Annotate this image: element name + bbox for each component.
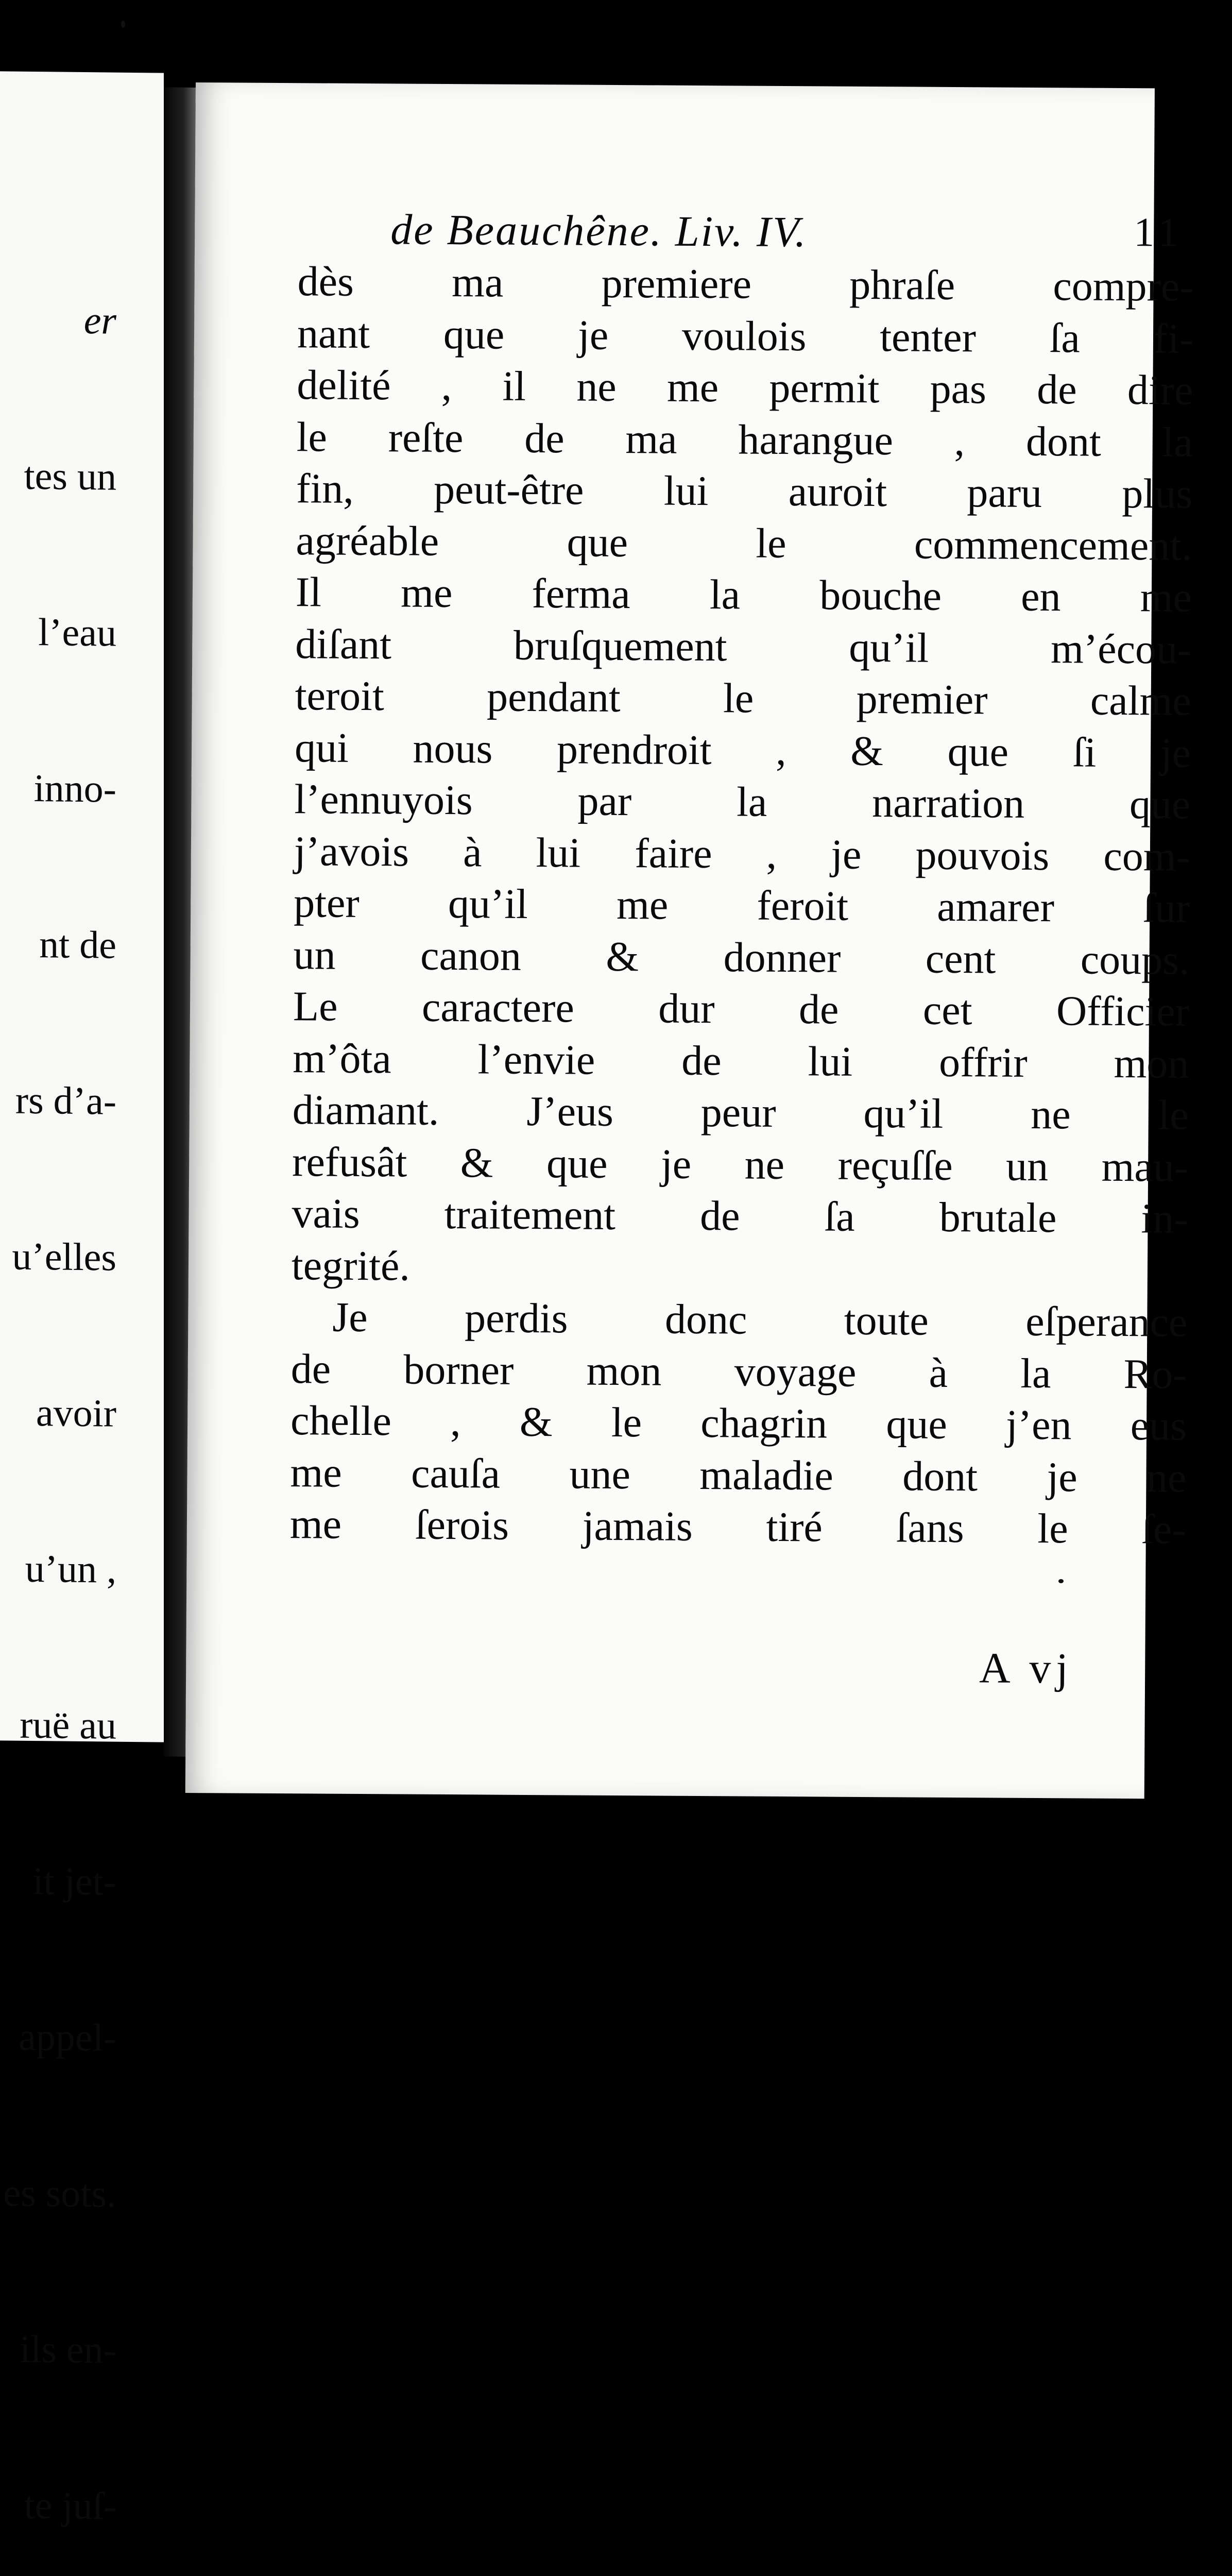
left-line: it jet-	[32, 1859, 116, 1904]
left-line: inno-	[33, 767, 116, 811]
text-line: qui nous prendroit , & que ſi je	[294, 723, 1191, 776]
left-line: ruë au	[20, 1703, 116, 1748]
text-line: teroit pendant le premier calme	[295, 672, 1191, 724]
text-line: diamant. J’eus peur qu’il ne le	[292, 1086, 1189, 1139]
left-line: u’un ,	[25, 1547, 116, 1591]
right-main-page	[185, 82, 1194, 1799]
text-line: le reſte de ma harangue , dont la	[296, 413, 1193, 466]
text-line: vais traitement de ſa brutale in-	[292, 1190, 1188, 1242]
left-line: te juſ-	[24, 2483, 116, 2528]
text-line: delité , il ne me permit pas de dire	[297, 361, 1193, 414]
left-line: rs d’a-	[15, 1078, 116, 1123]
page-number: 11	[1133, 210, 1184, 256]
left-facing-page	[0, 71, 164, 2528]
text-line: Il me ferma la bouche en me	[295, 568, 1192, 621]
text-line: tegrité.	[291, 1241, 410, 1290]
text-line: refusât & que je ne reçuſſe un mau-	[292, 1138, 1189, 1191]
ink-speck	[1058, 1579, 1064, 1583]
left-page-text	[0, 188, 116, 2576]
text-line: un canon & donner cent coups.	[293, 930, 1190, 984]
text-line: agréable que le commencement.	[296, 516, 1192, 569]
text-line: de borner mon voyage à la Ro-	[290, 1345, 1188, 1398]
left-line: tes un	[24, 454, 116, 499]
left-line: nt de	[39, 923, 116, 967]
text-line: fin, peut-être lui auroit paru plus	[296, 465, 1193, 517]
left-line: appel-	[19, 2015, 116, 2060]
ink-speck	[121, 21, 125, 28]
body-text	[290, 256, 1194, 1555]
text-line: dès ma premiere phraſe compre-	[297, 258, 1194, 310]
text-line: me cauſa une maladie dont je ne	[290, 1448, 1187, 1501]
left-line: es sots.	[3, 2171, 116, 2216]
left-line: avoir	[36, 1391, 116, 1435]
left-page-header: er	[83, 299, 116, 343]
left-line: u’elles	[12, 1234, 116, 1279]
text-line: j’avois à lui faire , je pouvois com-	[294, 827, 1191, 880]
text-line: diſant bruſquement qu’il m’écou-	[295, 620, 1192, 673]
text-line: l’ennuyois par la narration que	[294, 775, 1191, 828]
text-line: Je perdis donc toute eſperance	[332, 1293, 1188, 1346]
text-line: chelle , & le chagrin que j’en eus	[290, 1397, 1187, 1449]
text-line: me ſerois jamais tiré ſans le ſe-	[289, 1500, 1187, 1553]
left-line: ils en-	[20, 2327, 116, 2372]
signature-mark: A vj	[979, 1644, 1073, 1693]
running-head-title: de Beauchêne. Liv. IV.	[390, 206, 808, 257]
text-line: m’ôta l’envie de lui offrir mon	[293, 1034, 1189, 1087]
text-line: nant que je voulois tenter ſa fi-	[297, 309, 1194, 362]
text-line: Le caractere dur de cet Officier	[293, 982, 1190, 1035]
text-line: pter qu’il me feroit amarer ſur	[294, 879, 1190, 931]
left-line: l’eau	[38, 611, 116, 655]
